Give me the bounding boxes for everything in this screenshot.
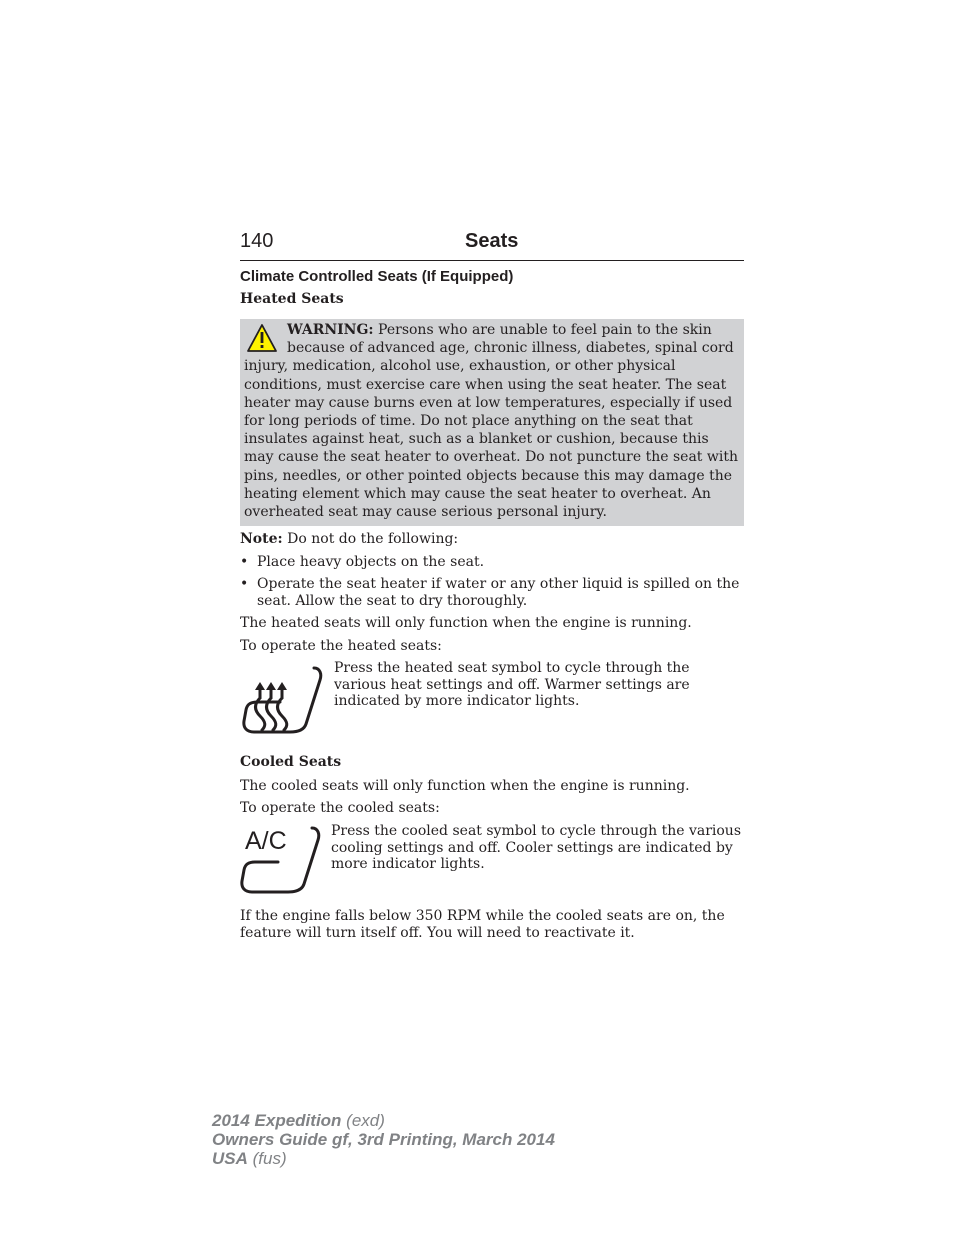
list-item-text: Operate the seat heater if water or any other liquid is spilled on the seat. Allow the seat to dry thoroughly. — [257, 576, 740, 609]
page-title: Seats — [465, 230, 519, 252]
note-text: Do not do the following: — [287, 531, 459, 547]
footer-region-code: (fus) — [252, 1149, 287, 1168]
footer-guide: Owners Guide gf, 3rd Printing, March 2014 — [212, 1130, 555, 1149]
rpm-paragraph: If the engine falls below 350 RPM while the cooled seats are on, the feature will turn itself off. You will need to reactivate it. — [240, 908, 725, 941]
cooled-seats-heading: Cooled Seats — [240, 754, 342, 770]
warning-box — [240, 319, 744, 526]
page-footer — [212, 1111, 555, 1168]
page-header — [240, 228, 744, 261]
heated-function-text: The heated seats will only function when the engine is running. — [240, 615, 692, 631]
ac-symbol-label: A/C — [245, 827, 287, 855]
heated-seat-icon — [240, 662, 326, 736]
warning-label: WARNING: — [287, 322, 374, 338]
footer-model: 2014 Expedition — [212, 1111, 342, 1130]
footer-region: USA — [212, 1149, 248, 1168]
footer-model-code: (exd) — [346, 1111, 385, 1130]
heated-operate-text: To operate the heated seats: — [240, 638, 442, 654]
page-number: 140 — [240, 230, 274, 252]
note-label: Note: — [240, 531, 283, 547]
section-title: Climate Controlled Seats (If Equipped) — [240, 268, 514, 285]
heated-seats-heading: Heated Seats — [240, 291, 344, 307]
warning-text-block — [244, 321, 740, 521]
note-paragraph — [240, 531, 744, 548]
cooled-operate-text: To operate the cooled seats: — [240, 800, 440, 816]
list-item-text: Place heavy objects on the seat. — [257, 554, 485, 570]
heated-symbol-text: Press the heated seat symbol to cycle through the various heat settings and off. Warmer settings are indicated by more indicator lights. — [334, 660, 690, 709]
cooled-symbol-text: Press the cooled seat symbol to cycle through the various cooling settings and off. Cooler settings are indicated by more indicator lights. — [331, 823, 741, 872]
cooled-function-text: The cooled seats will only function when the engine is running. — [240, 778, 690, 794]
warning-text: Persons who are unable to feel pain to the skin because of advanced age, chronic illness, diabetes, spinal cord injury, medication, alcohol use, exhaustion, or other physical conditions, must exercise care when using the seat heater. The seat heater may cause burns even at low temperatures, especially if used for long periods of time. Do not place anything on the seat that insulates against heat, such as a blanket or cushion, because this may cause the seat heater to overheat. Do not puncture the seat with pins, needles, or other pointed objects because this may damage the heating element which may cause the seat heater to overheat. An overheated seat may cause serious personal injury. — [244, 322, 738, 521]
cooled-seat-icon — [240, 822, 326, 896]
